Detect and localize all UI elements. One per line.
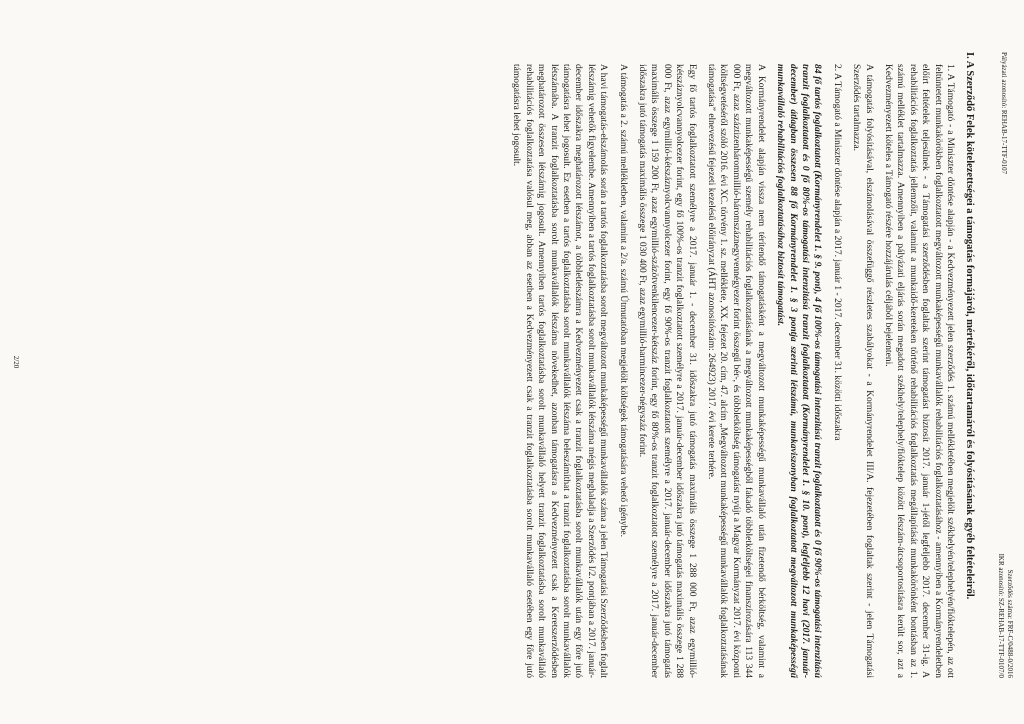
paragraph-2-6: A havi támogatás-elszámolás során a tartós foglalkoztatásba sorolt megváltozott munkaképességű munkavállalók száma a jelen Támogatási Szerződésben foglalt létszámig vehetők figyelembe. Amennyiben a tartós foglalkoztatásba sorolt munkavállalók létszáma mégis meghaladja a Szerződés I/2. pontjában a 2017. január-december időszakra meghatározott létszámot, a többletlétszámra a Kedvezményezett csak a tranzit foglalkoztatásba sorolt munkavállalók után egy főre jutó támogatásra lehet jogosult. Ez esetben a tartós foglalkoztatásba sorolt munkavállalók létszáma beleszámíthat a tranzit foglalkoztatásba sorolt munkavállalók létszámába. A tranzit foglalkoztatásba sorolt munkavállalók létszáma növekedhet, azonban támogatásra a Kedvezményezett csak a Keretszerződésben meghatározott összesen létszámig jogosult. Amennyiben tartós foglalkoztatásba sorolt munkavállaló helyett tranzit foglalkoztatásba sorolt munkavállaló rehabilitációs foglalkoztatása valósul meg, abban az esetben a Kedvezményezett csak a tranzit foglalkoztatásba sorolt munkavállaló esetében egy főre jutó támogatásra lehet jogosult. xyxy=(511,64,609,678)
paragraph-2-5: A támogatás a 2. számú mellékletben, valamint a 2/a. számú Útmutatóban megjelölt költségek támogatására vehető igénybe. xyxy=(617,64,628,538)
header-applicant-id: Pályázati azonosító: REHAB-17-TTF-0107 xyxy=(1000,52,1008,175)
header-ikr-id: IKR azonosító: SZ-REHAB-17-TTF-0107/0 xyxy=(997,553,1005,678)
paragraph-2-1: 2. A Támogató a Miniszter döntése alapján a 2017. január 1 - 2017. december 31. közötti időszakra xyxy=(831,64,842,441)
paragraph-2-2: 84 fő tartós foglalkoztatott (Kormányrendelet 1. § 9. pont), 4 fő 100%-os támogatási intenzitású tranzit foglalkoztatott és 0 fő 90%-os támogatási intenzitású tranzit foglalkoztatott és 0 fő 80%-os támogatási intenzitású tranzit foglalkoztatott (Kormányrendelet 1. § 10. pont), legfeljebb 12 havi (2017. január-december) átlagban összesen 88 fő Kormányrendelet 1. § 3 pontja szerinti létszámú, munkaviszonyban foglalkoztatott megváltozott munkaképességű munkavállaló rehabilitációs foglalkoztatásához biztosít támogatást. xyxy=(775,64,823,678)
header-contract-ids xyxy=(996,554,1014,678)
paragraph-2-3: A Kormányrendelet alapján vissza nem térítendő támogatásként a megváltozott munkaképességű munkavállaló után fizetendő bérköltség, valamint a megváltozott munkaképességű személy rehabilitációs foglalkoztatásának a megváltozott munkaképességből fakadó többletköltségei finanszírozására 113 344 000 Ft, azaz száztizenhárommillió-háromszáznegyvennégyezer forint összegű bér-, és többletköltség támogatást nyújt a Magyar Kormányzat 2017. évi központi költségvetéséről szóló 2016. évi XC. törvény 1. sz. melléklete, XX. fejezet 20. cím, 47. alcím „Megváltozott munkaképességű munkavállalók foglalkoztatásának támogatása” elnevezésű fejezeti kezelésű előirányzat (ÁHT azonosítószám: 264923) 2017. évi kerete terhére. xyxy=(706,64,766,678)
header-contract-number: Szerződés száma: FRF-C/0488-0/2016 xyxy=(1006,569,1014,678)
paragraph-1-1: 1. A Támogató - a Miniszter döntése alapján - a Kedvezményezett jelen szerződés 1. számú mellékletében megjelölt székhelyén/telephelyén/fióktelepén, az ott feltüntetett munkakörökben foglalkoztatott megváltozott munkaképességű munkavállalók rehabilitációs foglalkoztatásához - amennyiben a Kormányrendeletben előírt feltételek teljesülnek - a Támogatási szerződésben foglaltak szerint támogatást biztosít 2017. január 1-jétől legfeljebb 2017. december 31-ig. A rehabilitációs foglalkoztatás jellemzőit, valamint a munkaidő-kereteken történő rehabilitációs foglalkoztatás megállapítását munkakörönként bontásban az 1. számú melléklet tartalmazza. Amennyiben a pályázati eljárás során megadott székhely/telephely/fióktelep között létszám-átcsoportosításra került sor, azt a Kedvezményezett köteles a Támogató részére hozzájárulás céljából bejelenteni. xyxy=(882,64,955,678)
document-body xyxy=(510,52,976,678)
paragraph-2-4: Egy fő tartós foglalkoztatott személyre a 2017. január 1. - december 31. időszakra jutó támogatás maximális összege 1 288 000 Ft, azaz egymillió-kétszáznyolcvannyolcezer forint, egy fő 100%-os tranzit foglalkoztatott személyre a 2017. január-december időszakra jutó támogatás maximális összege 1 288 000 Ft, azaz egymillió-kétszáznyolcvannyolcezer forint, egy fő 90%-os tranzit foglalkoztatott személyre a 2017. január-december időszakra jutó támogatás maximális összege 1 159 200 Ft, azaz egymillió-százötvenkilencezer-kétszáz forint, egy fő 80%-os tranzit foglalkoztatott személyre a 2017. január-december időszakra jutó támogatás maximális összege 1 030 400 Ft, azaz egymillió-harmincezer-négyszáz forint. xyxy=(637,64,697,678)
page-number: 2/20 xyxy=(12,355,21,369)
section-title: I. A Szerződő Felek kötelezettségei a támogatás formájáról, mértékéről, időtartamáról és folyósításának egyéb feltételeiről. xyxy=(964,52,975,600)
paragraph-1-2: A támogatás folyósításával, elszámolásával összefüggő részletes szabályokat - a Kormányrendelet III/A. fejezetében foglaltak szerint - jelen Támogatási Szerződés tartalmazza. xyxy=(851,64,874,678)
